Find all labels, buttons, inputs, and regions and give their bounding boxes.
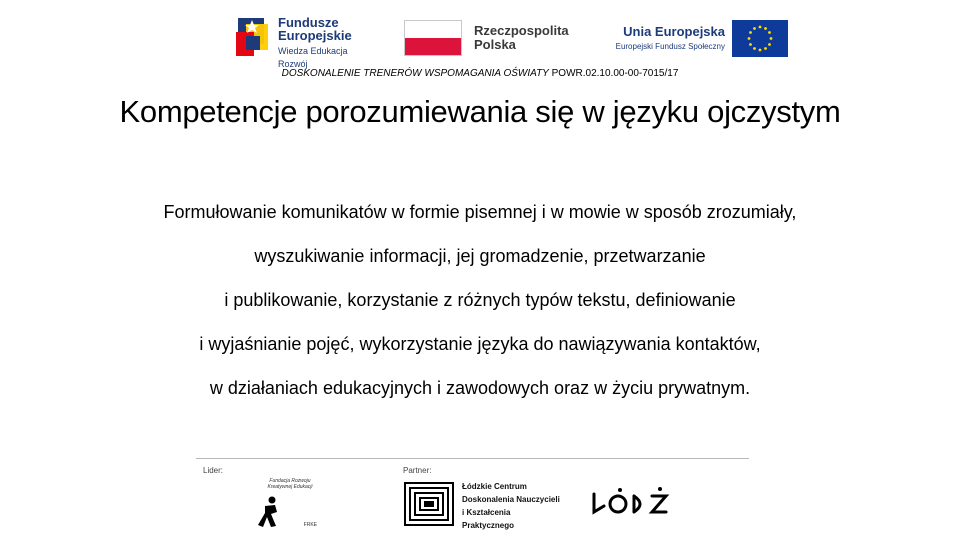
fundusze-europejskie-logo (232, 14, 372, 69)
polish-flag-icon (404, 20, 462, 56)
fundusze-europejskie-icon (232, 14, 274, 60)
unia-europejska-logo (600, 20, 790, 58)
partner-logo-line: Doskonalenia Nauczycieli (462, 495, 560, 504)
body-line: wyszukiwanie informacji, jej gromadzenie, przetwarzanie (254, 246, 706, 266)
rzeczpospolita-polska-logo (404, 20, 574, 58)
eu-flag-icon (732, 20, 788, 57)
lider-label: Lider: (203, 466, 224, 475)
lcdnikp-icon (404, 482, 454, 526)
partner-logo-line: Łódzkie Centrum (462, 482, 527, 491)
rp-line2: Polska (474, 37, 516, 52)
slide-title: Kompetencje porozumiewania się w języku ojczystym (119, 94, 841, 129)
partner-logo (404, 478, 564, 530)
footer-divider (196, 458, 749, 459)
fe-line2: Europejskie (278, 28, 352, 43)
project-line (0, 68, 960, 79)
rp-line1: Rzeczpospolita (474, 23, 569, 38)
body-line: w działaniach edukacyjnych i zawodowych oraz w życiu prywatnym. (209, 378, 751, 398)
ue-line1: Unia Europejska (623, 24, 725, 39)
fe-line1: Fundusze (278, 15, 339, 30)
partner-logo-line: i Kształcenia Praktycznego (462, 508, 515, 530)
slide-body (60, 190, 900, 410)
lider-logo (257, 478, 317, 530)
partner-label: Partner: (403, 466, 432, 475)
walking-figure-icon (257, 496, 283, 528)
body-line: Formułowanie komunikatów w formie pisemnej i w mowie w sposób zrozumiały, (163, 202, 797, 222)
body-line: i publikowanie, korzystanie z różnych typów tekstu, definiowanie (224, 290, 736, 310)
lider-logo-text: Fundacja Rozwoju Kreatywnej Edukacji (267, 478, 313, 490)
fe-line3: Wiedza Edukacja Rozwój (278, 46, 348, 69)
ue-line2: Europejski Fundusz Społeczny (615, 42, 725, 51)
lodz-logo (590, 484, 672, 520)
project-code: POWR.02.10.00-00-7015/17 (548, 68, 679, 79)
project-name: DOSKONALENIE TRENERÓW WSPOMAGANIA OŚWIATY (281, 68, 549, 79)
lider-logo-code: FRKE (303, 522, 317, 528)
body-line: i wyjaśnianie pojęć, wykorzystanie języka do nawiązywania kontaktów, (199, 334, 761, 354)
